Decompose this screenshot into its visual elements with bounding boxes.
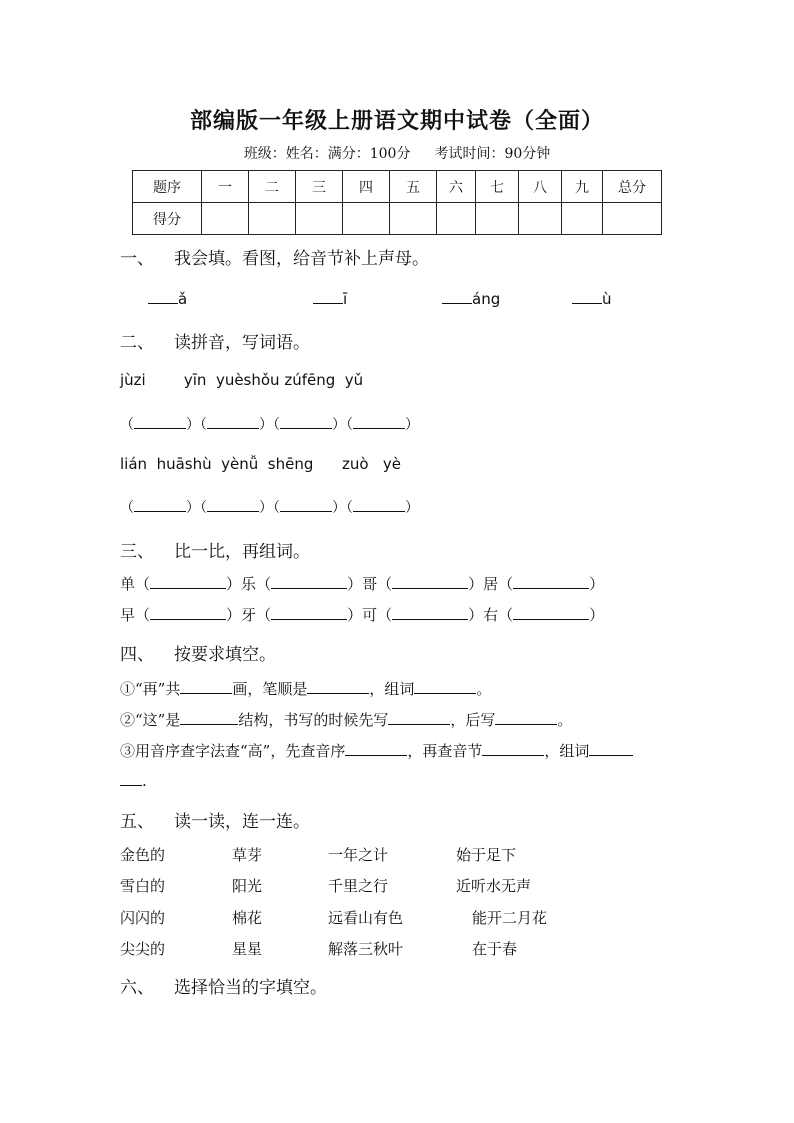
section-number: 六、 xyxy=(120,978,154,998)
score-cell[interactable] xyxy=(296,203,343,235)
section-6-heading xyxy=(120,973,327,998)
match-item: 近听水无声 xyxy=(456,877,532,895)
score-cell[interactable] xyxy=(202,203,249,235)
match-item: 雪白的 xyxy=(120,877,166,895)
score-cell[interactable] xyxy=(249,203,296,235)
score-header-cell: 一 xyxy=(202,171,249,203)
section-number: 三、 xyxy=(120,542,154,562)
match-item: 金色的 xyxy=(120,846,166,864)
section-number: 二、 xyxy=(120,333,154,353)
compare-row: 单（ ）乐（ ）哥（ ）居（ ） xyxy=(120,575,605,593)
match-item: 远看山有色 xyxy=(328,909,404,927)
word-blank-row: （ ）（ ）（ ）（ ） xyxy=(120,497,419,517)
section-title: 读一读，连一连。 xyxy=(174,812,310,832)
initial-blank-item[interactable]: ī xyxy=(313,289,347,308)
section-2-heading xyxy=(120,328,310,353)
score-cell[interactable] xyxy=(476,203,519,235)
match-item: 解落三秋叶 xyxy=(328,940,404,958)
score-header-cell: 总分 xyxy=(603,171,662,203)
class-name-score: 班级：姓名：满分：100分 xyxy=(243,146,411,162)
fill-line-1: ①“再”共 画，笔顺是 ，组词 。 xyxy=(120,680,492,698)
section-title: 按要求填空。 xyxy=(174,645,276,665)
match-item: 阳光 xyxy=(232,877,263,895)
pinyin-row: jùzi yīn yuèshǒu zúfēng yǔ xyxy=(120,371,364,389)
score-cell[interactable] xyxy=(390,203,437,235)
section-number: 一、 xyxy=(120,249,154,269)
score-header-cell: 八 xyxy=(519,171,562,203)
fill-line-2: ②“这”是 结构，书写的时候先写 ，后写 。 xyxy=(120,711,573,729)
fill-line-3-continued: . xyxy=(120,771,147,790)
section-3-heading xyxy=(120,537,310,562)
score-cell[interactable] xyxy=(437,203,476,235)
exam-info xyxy=(0,143,794,163)
page-title: 部编版一年级上册语文期中试卷（全面） xyxy=(189,108,604,134)
score-row-label: 得分 xyxy=(133,203,202,235)
match-item: 草芽 xyxy=(232,846,263,864)
section-title: 比一比，再组词。 xyxy=(174,542,310,562)
section-4-heading xyxy=(120,640,276,665)
match-item: 一年之计 xyxy=(328,846,389,864)
score-header-cell: 三 xyxy=(296,171,343,203)
score-cell[interactable] xyxy=(603,203,662,235)
score-header-cell: 七 xyxy=(476,171,519,203)
section-5-heading xyxy=(120,807,310,832)
score-cell[interactable] xyxy=(343,203,390,235)
score-header-cell: 题序 xyxy=(133,171,202,203)
score-header-cell: 四 xyxy=(343,171,390,203)
initial-blank-item[interactable]: áng xyxy=(442,289,500,308)
pinyin-row: lián huāshù yènǚ shēng zuò yè xyxy=(120,455,401,473)
section-title: 选择恰当的字填空。 xyxy=(174,978,327,998)
score-cell[interactable] xyxy=(562,203,603,235)
section-1-heading xyxy=(120,244,429,269)
match-item: 尖尖的 xyxy=(120,940,166,958)
score-table-header-row xyxy=(133,171,662,203)
match-item: 千里之行 xyxy=(328,877,389,895)
score-cell[interactable] xyxy=(519,203,562,235)
score-header-cell: 五 xyxy=(390,171,437,203)
score-header-cell: 六 xyxy=(437,171,476,203)
section-title: 读拼音，写词语。 xyxy=(174,333,310,353)
section-number: 五、 xyxy=(120,812,154,832)
score-table xyxy=(132,170,662,235)
word-blank-row: （ ）（ ）（ ）（ ） xyxy=(120,414,419,434)
fill-line-3: ③用音序查字法查“高”，先查音序 ，再查音节 ，组词 xyxy=(120,740,633,761)
initial-blank-item[interactable]: ǎ xyxy=(148,289,187,308)
score-table-score-row xyxy=(133,203,662,235)
score-header-cell: 九 xyxy=(562,171,603,203)
match-item: 能开二月花 xyxy=(472,909,548,927)
match-item: 棉花 xyxy=(232,909,263,927)
score-header-cell: 二 xyxy=(249,171,296,203)
match-item: 闪闪的 xyxy=(120,909,166,927)
compare-row: 早（ ）牙（ ）可（ ）右（ ） xyxy=(120,606,605,624)
section-title: 我会填。看图，给音节补上声母。 xyxy=(174,249,429,269)
initial-blank-item[interactable]: ù xyxy=(572,289,612,308)
section-number: 四、 xyxy=(120,645,154,665)
exam-time: 考试时间：90分钟 xyxy=(434,146,551,162)
match-item: 星星 xyxy=(232,940,263,958)
match-item: 在于春 xyxy=(472,940,518,958)
match-item: 始于足下 xyxy=(456,846,517,864)
